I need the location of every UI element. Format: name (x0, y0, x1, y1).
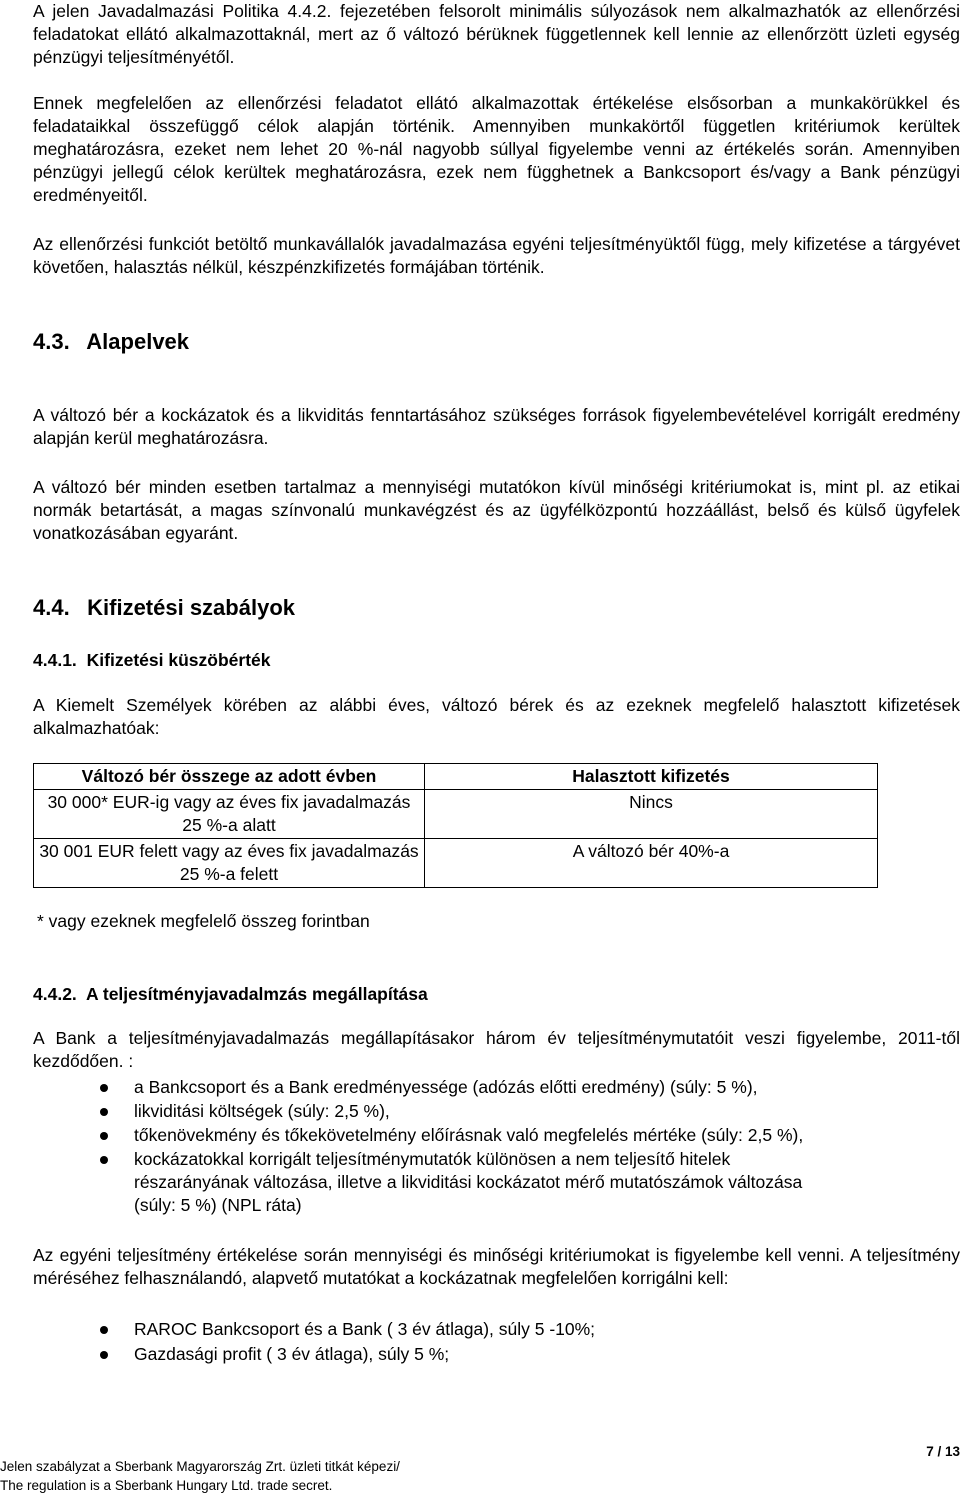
heading-4-4 (33, 594, 295, 622)
heading-number: 4.4.1. (33, 650, 77, 670)
footer-line-english: The regulation is a Sberbank Hungary Ltd. trade secret. (0, 1478, 333, 1493)
table-cell: 30 001 EUR felett vagy az éves fix javadalmazás 25 %-a felett (34, 839, 425, 888)
table-cell: Nincs (425, 790, 878, 839)
paragraph-control-evaluation: Ennek megfelelően az ellenőrzési feladatot ellátó alkalmazottak értékelése elsősorban a munkakörükkel és feladataikkal összefüggő célok alapján történik. Amennyiben munkakörtől független kritériumok kerültek meghatározásra, ezeket nem lehet 20 %-nál nagyobb súllyal figyelembe venni az értékelés során. Amennyiben pénzügyi jellegű célok kerültek meghatározásra, ezek nem függhetnek a Bankcsoport és/vagy a Bank pénzügyi eredményeitől. (33, 93, 960, 205)
bullet-icon (100, 1108, 108, 1116)
paragraph-variable-pay-basis: A változó bér a kockázatok és a likviditás fenntartásához szükséges források figyelembevételével korrigált eredmény alapján kerül meghatározásra. (33, 405, 960, 448)
table-cell: A változó bér 40%-a (425, 839, 878, 888)
heading-number: 4.4. (33, 595, 70, 620)
paragraph-variable-pay-criteria: A változó bér minden esetben tartalmaz a mennyiségi mutatókon kívül minőségi kritériumokat is, mint pl. az etikai normák betartását, a magas színvonalú munkavégzést és az ügyfélközpontú hozzáállást, belső és külső ügyfelek vonatkozásában egyaránt. (33, 477, 960, 543)
list-item-text: RAROC Bankcsoport és a Bank ( 3 év átlaga), súly 5 -10%; (134, 1319, 596, 1339)
list-item-text: tőkenövekmény és tőkekövetelmény előírásnak való megfelelés mértéke (súly: 2,5 %), (134, 1125, 804, 1145)
bullet-icon (100, 1326, 108, 1334)
bullet-icon (100, 1351, 108, 1359)
list-item (33, 1100, 960, 1123)
list-item-text: kockázatokkal korrigált teljesítménymutatók különösen a nem teljesítő hitelek részarányának változása, illetve a likviditási kockázatot mérő mutatószámok változása (súly: 5 %) (NPL ráta) (134, 1149, 803, 1215)
table-row (34, 839, 878, 888)
footer-confidentiality (0, 1457, 400, 1495)
heading-4-4-1 (33, 649, 270, 672)
paragraph-control-exception: A jelen Javadalmazási Politika 4.4.2. fejezetében felsorolt minimális súlyozások nem alkalmazhatók az ellenőrzési feladatokat ellátó alkalmazottaknál, mert az ő változó bérüknek függetlennek kell lennie az ellenőrzött üzleti egység pénzügyi teljesítményétől. (33, 1, 960, 67)
payout-threshold-table (33, 763, 878, 888)
bullet-icon (100, 1156, 108, 1164)
list-item-text: likviditási költségek (súly: 2,5 %), (134, 1101, 390, 1121)
footer-line-hungarian: Jelen szabályzat a Sberbank Magyarország Zrt. üzleti titkát képezi/ (0, 1459, 400, 1474)
paragraph-threshold-intro: A Kiemelt Személyek körében az alábbi éves, változó bérek és az ezeknek megfelelő halasztott kifizetések alkalmazhatóak: (33, 695, 960, 738)
list-item (33, 1076, 960, 1099)
list-item (33, 1343, 960, 1366)
risk-adjusted-indicator-list (33, 1318, 960, 1366)
heading-4-3 (33, 328, 189, 356)
paragraph-performance-basis: A Bank a teljesítményjavadalmazás megállapításakor három év teljesítménymutatóit veszi figyelembe, 2011-től kezdődően. : (33, 1028, 960, 1071)
list-item (33, 1124, 960, 1147)
performance-indicator-list (33, 1076, 960, 1217)
heading-title: A teljesítményjavadalmzás megállapítása (86, 984, 428, 1004)
table-footnote: * vagy ezeknek megfelelő összeg forintban (37, 911, 370, 931)
bullet-icon (100, 1084, 108, 1092)
table-cell: 30 000* EUR-ig vagy az éves fix javadalmazás 25 %-a alatt (34, 790, 425, 839)
list-item (33, 1318, 960, 1341)
heading-4-4-2 (33, 983, 428, 1006)
heading-title: Alapelvek (86, 329, 190, 354)
heading-number: 4.3. (33, 329, 70, 354)
table-row (34, 790, 878, 839)
list-item (33, 1148, 960, 1217)
heading-title: Kifizetési szabályok (87, 595, 295, 620)
table-header-row (34, 764, 878, 790)
column-header-deferred-payment: Halasztott kifizetés (425, 764, 878, 790)
list-item-text: Gazdasági profit ( 3 év átlaga), súly 5 %; (134, 1344, 450, 1364)
page-number: 7 / 13 (926, 1444, 960, 1459)
paragraph-control-remuneration: Az ellenőrzési funkciót betöltő munkavállalók javadalmazása egyéni teljesítményüktől függ, mely kifizetése a tárgyévet követően, halasztás nélkül, készpénzkifizetés formájában történik. (33, 234, 960, 277)
heading-title: Kifizetési küszöbérték (86, 650, 271, 670)
column-header-variable-pay: Változó bér összege az adott évben (34, 764, 425, 790)
paragraph-individual-evaluation: Az egyéni teljesítmény értékelése során mennyiségi és minőségi kritériumokat is figyelembe kell venni. A teljesítmény méréséhez felhasználandó, alapvető mutatókat a kockázatnak megfelelően korrigálni kell: (33, 1245, 960, 1288)
heading-number: 4.4.2. (33, 984, 77, 1004)
list-item-text: a Bankcsoport és a Bank eredményessége (adózás előtti eredmény) (súly: 5 %), (134, 1077, 758, 1097)
bullet-icon (100, 1132, 108, 1140)
